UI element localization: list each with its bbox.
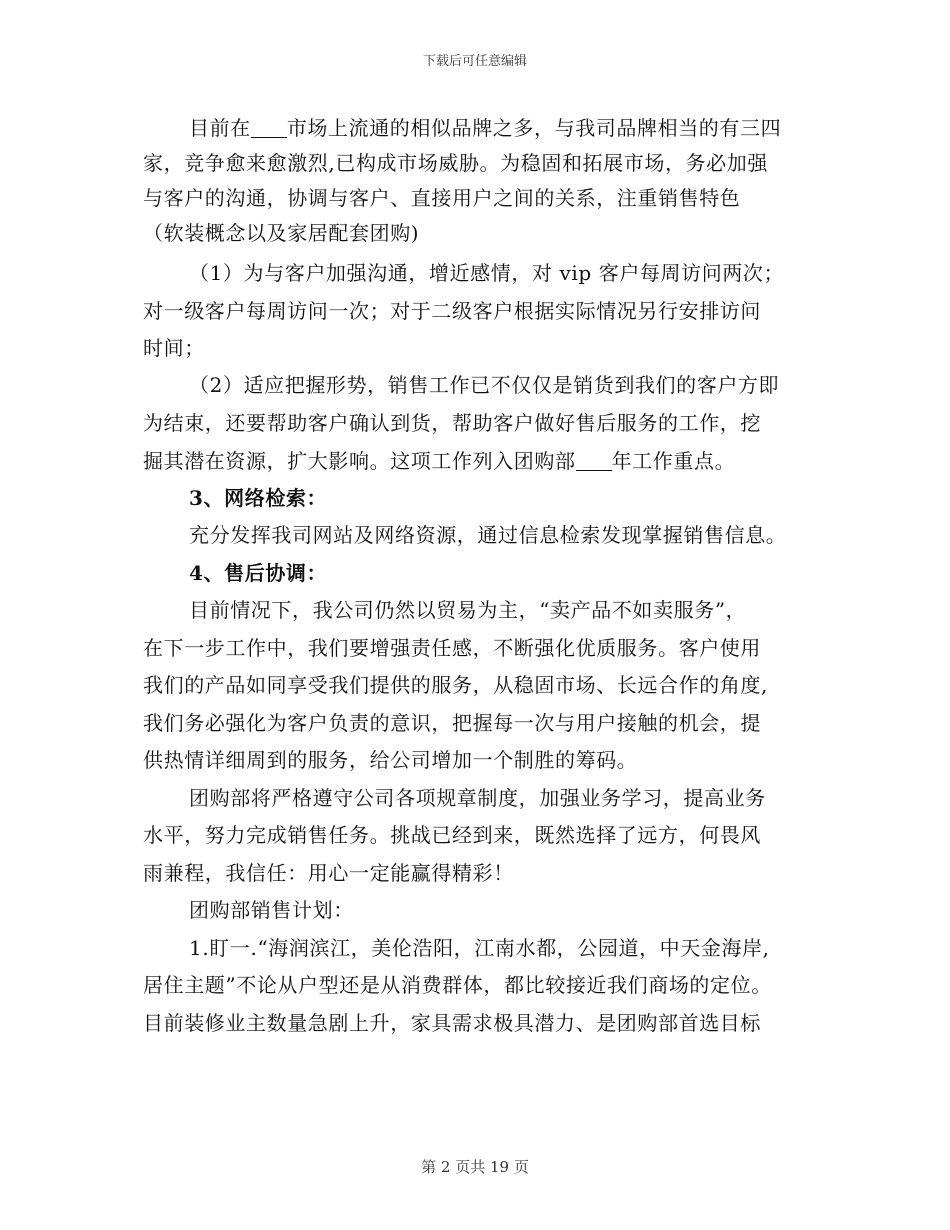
fill-blank xyxy=(576,450,612,471)
text-line: 居住主题”不论从户型还是从消费群体，都比较接近我们商场的定位。 xyxy=(143,973,772,997)
text-line: 家，竞争愈来愈激烈,已构成市场威胁。为稳固和拓展市场，务必加强 xyxy=(143,151,768,175)
text-line: 充分发挥我司网站及网络资源，通过信息检索发现掌握销售信息。 xyxy=(189,523,787,547)
page-header: 下载后可任意编辑 xyxy=(422,54,527,69)
text-line: 时间； xyxy=(143,336,205,360)
text-line: （软装概念以及家居配套团购) xyxy=(143,221,420,245)
page-footer: 第 2 页共 19 页 xyxy=(421,1158,529,1176)
fill-blank xyxy=(251,117,287,138)
text-line: 目前装修业主数量急剧上升，家具需求极具潜力、是团购部首选目标 xyxy=(143,1011,761,1035)
text-line: 目前在 市场上流通的相似品牌之多，与我司品牌相当的有三四 xyxy=(189,116,782,140)
text-line: 1.盯一.“海润滨江，美伦浩阳，江南水都，公园道，中天金海岸, xyxy=(189,936,770,960)
text-line: 我们务必强化为客户负责的意识，把握每一次与用户接触的机会，提 xyxy=(143,711,761,735)
text-line: 团购部将严格遵守公司各项规章制度，加强业务学习，提高业务 xyxy=(189,786,766,810)
text-line: 掘其潜在资源，扩大影响。这项工作列入团购部 年工作重点。 xyxy=(143,449,736,473)
text-line: 对一级客户每周访问一次；对于二级客户根据实际情况另行安排访问 xyxy=(143,299,761,323)
text-line: 水平，努力完成销售任务。挑战已经到来，既然选择了远方，何畏风 xyxy=(143,823,761,847)
text-line: （1）为与客户加强沟通，增近感情，对 vip 客户每周访问两次； xyxy=(189,261,785,285)
text-line: 我们的产品如同享受我们提供的服务，从稳固市场、长远合作的角度, xyxy=(143,673,768,697)
text-line: 雨兼程，我信任：用心一定能赢得精彩！ xyxy=(143,861,514,885)
section-heading: 3、网络检索： xyxy=(189,486,328,510)
text-line: 与客户的沟通，协调与客户、直接用户之间的关系，注重销售特色 xyxy=(143,186,741,210)
section-heading: 4、售后协调： xyxy=(189,561,328,585)
text-line: 为结束，还要帮助客户确认到货，帮助客户做好售后服务的工作，挖 xyxy=(143,411,761,435)
text-line: （2）适应把握形势，销售工作已不仅仅是销货到我们的客户方即 xyxy=(189,373,780,397)
text-line: 团购部销售计划： xyxy=(189,898,354,922)
text-line: 目前情况下，我公司仍然以贸易为主，“卖产品不如卖服务”， xyxy=(189,598,747,622)
text-line: 在下一步工作中，我们要增强责任感，不断强化优质服务。客户使用 xyxy=(143,636,761,660)
text-line: 供热情详细周到的服务，给公司增加一个制胜的筹码。 xyxy=(143,748,638,772)
